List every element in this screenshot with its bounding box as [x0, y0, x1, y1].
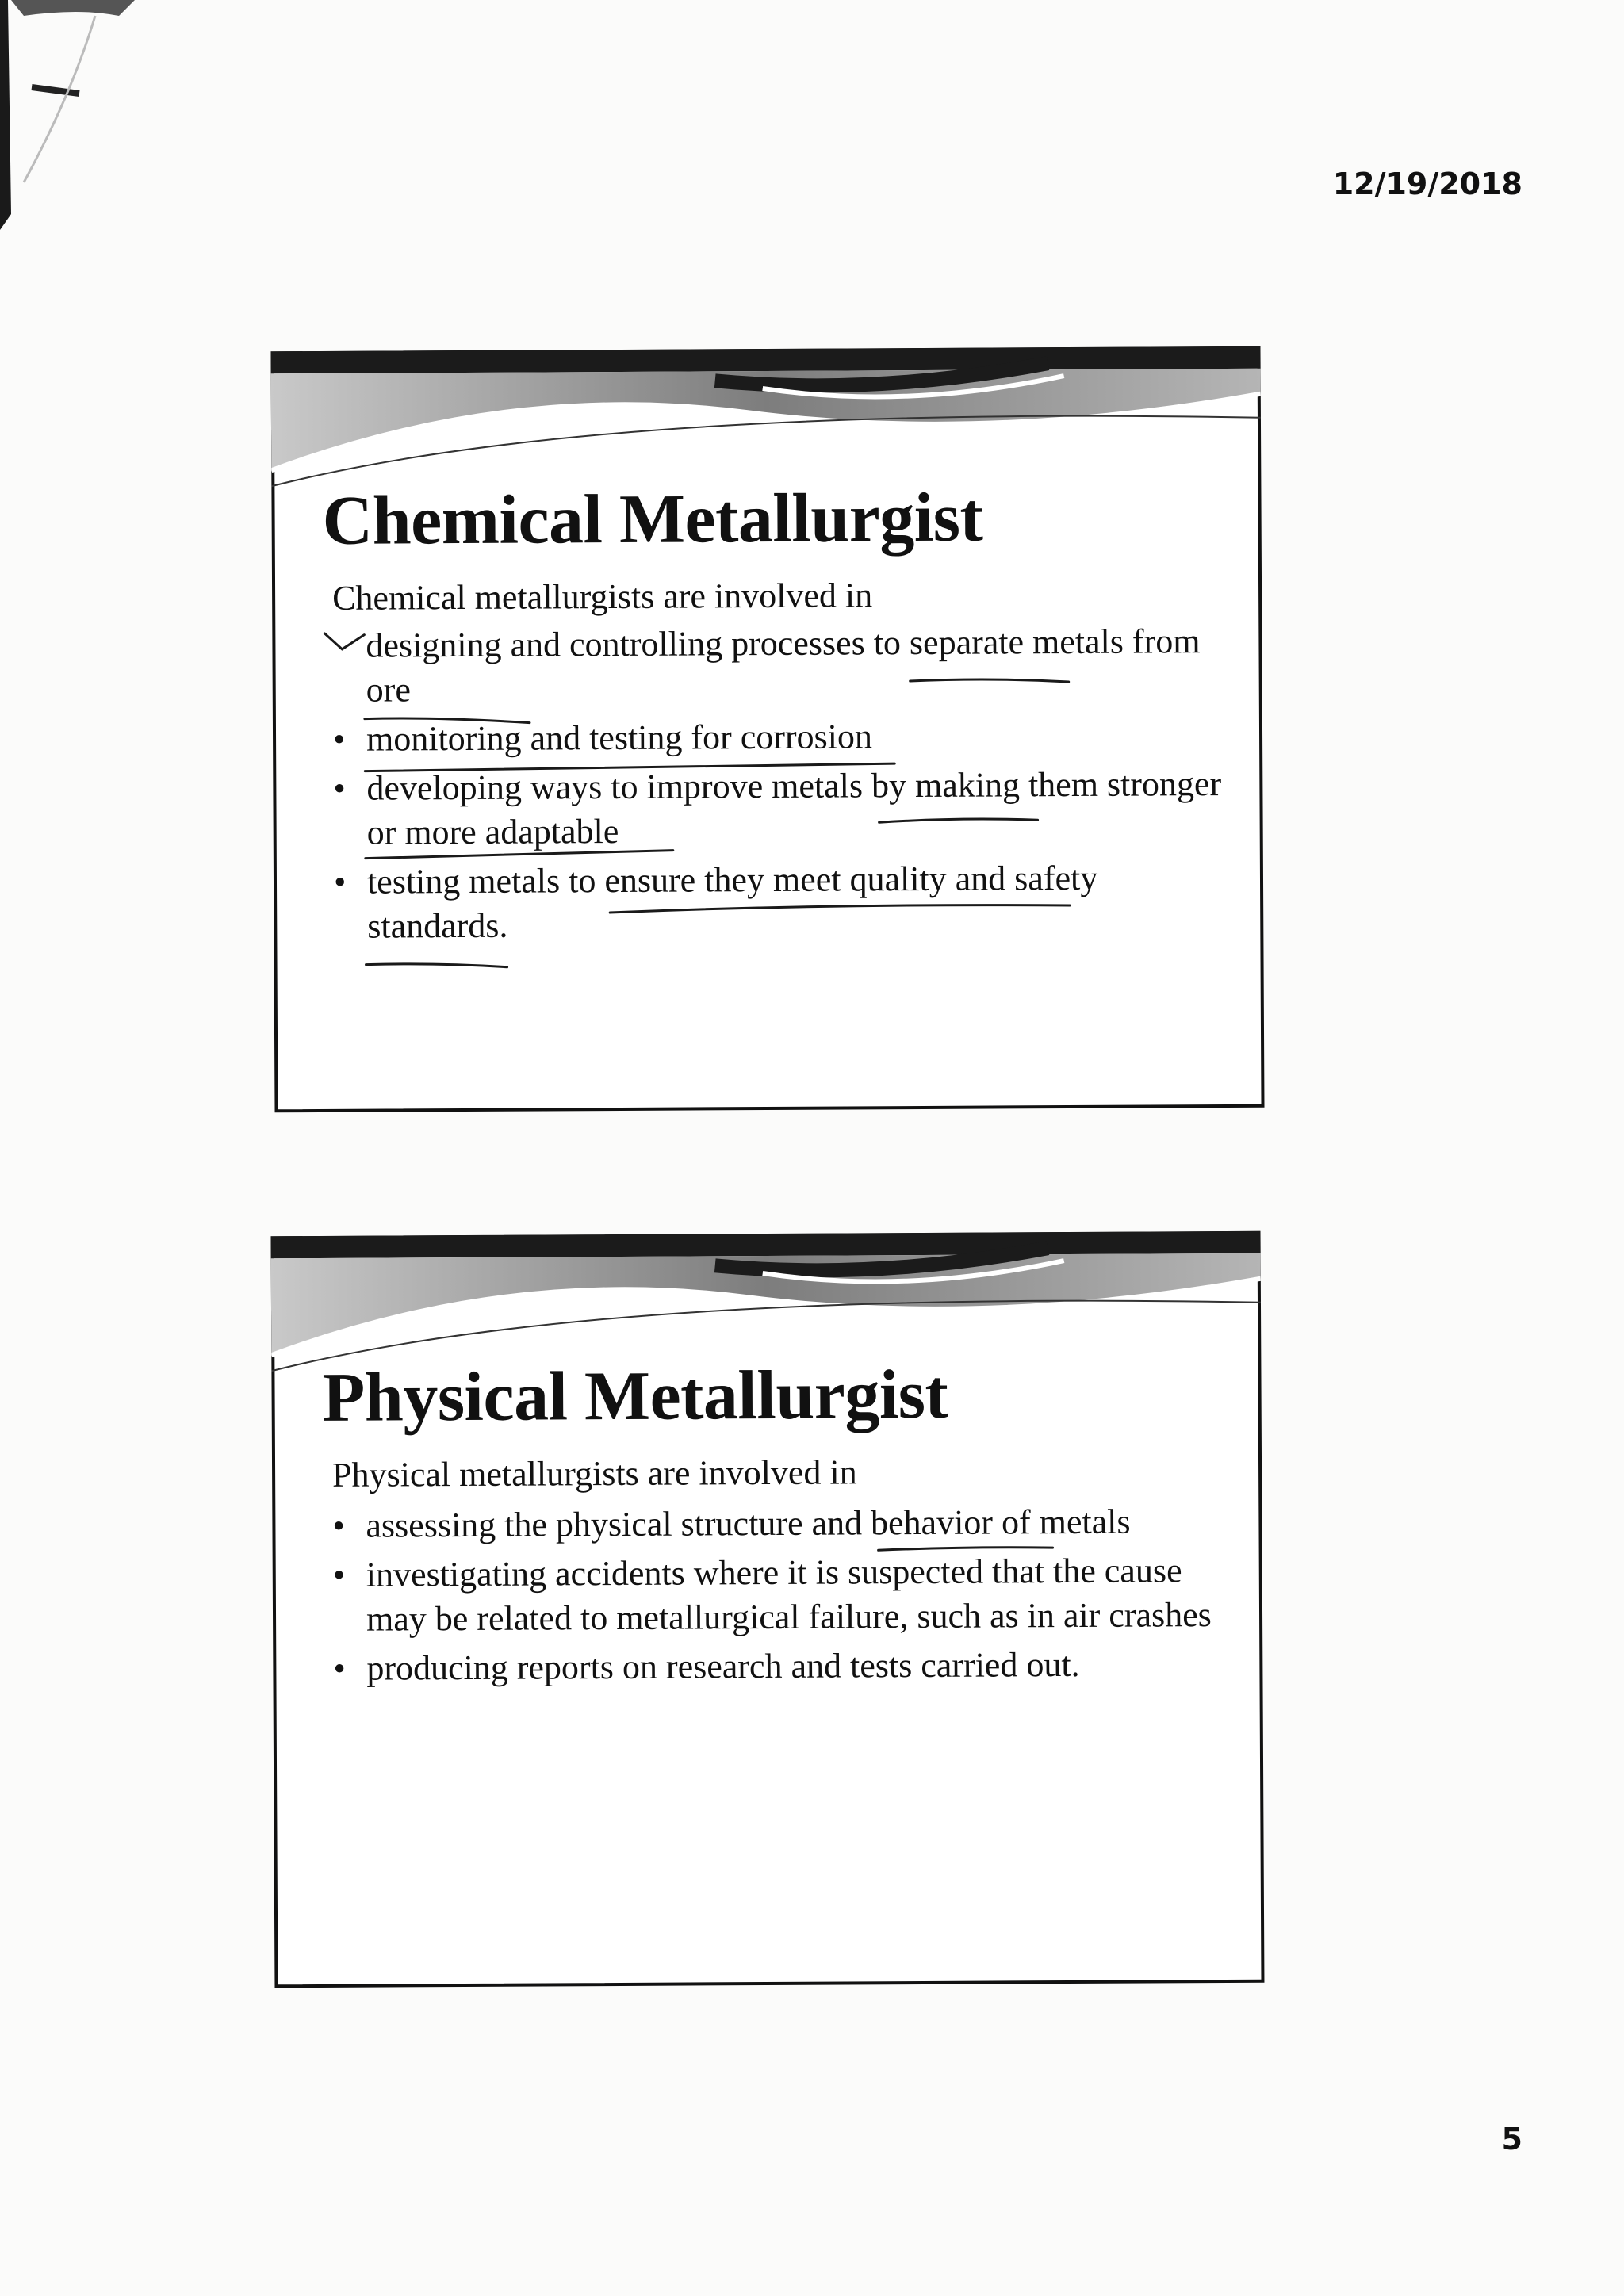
list-item: [332, 1499, 1220, 1548]
bullet-text: testing metals to ensure they meet quality and safety standards.: [366, 858, 1098, 946]
list-item: [333, 713, 1221, 762]
bullet-text: designing and controlling processes to separate metals from ore: [366, 622, 1201, 710]
slide-title: Chemical Metallurgist: [322, 479, 983, 560]
bullet-text: monitoring and testing for corrosion: [366, 717, 873, 759]
page-number: 5: [1501, 2122, 1522, 2156]
list-item: [333, 1642, 1221, 1691]
bullet-text: assessing the physical structure and behavior of metals: [366, 1502, 1131, 1545]
bullet-list: [332, 619, 1222, 954]
bullet-icon: •: [332, 1555, 346, 1594]
bullet-icon: •: [333, 768, 346, 808]
bullet-text: producing reports on research and tests carried out.: [366, 1644, 1080, 1688]
slide-intro: Physical metallurgists are involved in: [331, 1452, 857, 1494]
bullet-icon: •: [333, 862, 347, 901]
slide-title: Physical Metallurgist: [322, 1356, 948, 1437]
bullet-icon: •: [332, 1506, 345, 1545]
bullet-icon: •: [332, 719, 346, 759]
bullet-icon: •: [333, 1648, 346, 1688]
slide-chemical-metallurgist: [270, 346, 1264, 1113]
list-item: [333, 762, 1222, 855]
page-date: 12/19/2018: [1332, 166, 1522, 201]
bullet-list: [332, 1499, 1221, 1696]
handwritten-check-icon: [323, 630, 367, 662]
bullet-text: developing ways to improve metals by making them stronger or more adaptable: [366, 764, 1222, 852]
slide-physical-metallurgist: [271, 1231, 1265, 1988]
list-item: [333, 1548, 1222, 1642]
slide-banner-decoration: [270, 346, 1261, 495]
slide-intro: Chemical metallurgists are involved in: [331, 576, 873, 618]
corner-binding-mark: [0, 0, 135, 238]
list-item: [332, 619, 1221, 713]
bullet-text: investigating accidents where it is suspected that the cause may be related to metallurgical failure, such as in air crashes: [366, 1551, 1212, 1639]
list-item: [334, 855, 1223, 949]
